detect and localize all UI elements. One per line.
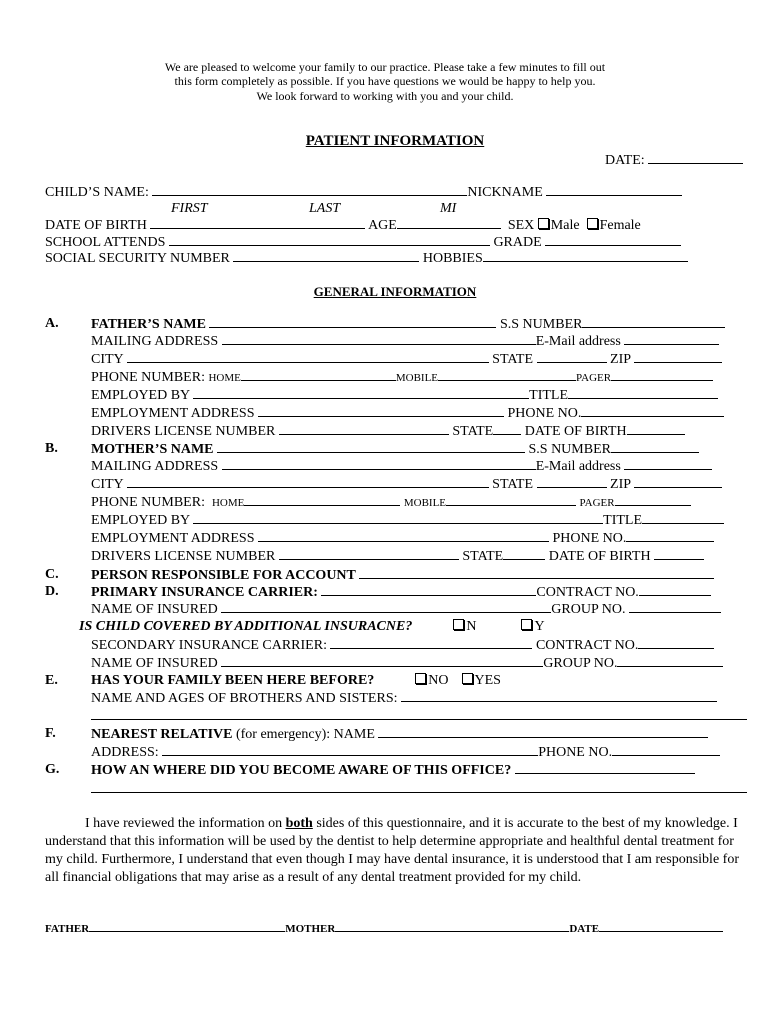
father-license-row [91, 422, 685, 440]
intro-line-1: We are pleased to welcome your family to our practice. Please take a few minutes to fill out [164, 60, 606, 74]
father-ss-field[interactable] [582, 315, 725, 328]
additional-yes-label: Y [534, 619, 545, 634]
mother-phone-label: PHONE NUMBER: [91, 495, 205, 510]
group-label: GROUP NO. [551, 602, 626, 617]
father-signature-label: FATHER [45, 923, 90, 935]
mother-email-field[interactable] [624, 457, 712, 470]
mother-pager-field[interactable] [615, 493, 691, 506]
general-information-heading: GENERAL INFORMATION [313, 284, 477, 299]
father-email-field[interactable] [624, 332, 719, 345]
statement-part2: sides of this questionnaire, and it is accurate to the best of my knowledge. I understand that this information will be used by the dentist to help determine appropriate and healthful dental treatment for my child. Furthermore, I understand that even though I may have dental insurance, it is understood that I am responsible for all financial obligations that may arise as a result of any dental treatment provided for my child. [45, 816, 739, 885]
additional-yes-checkbox[interactable] [521, 619, 532, 630]
mother-dl-label: DRIVERS LICENSE NUMBER [91, 549, 276, 564]
secondary-insurance-row [91, 636, 714, 654]
primary-insurance-row [91, 583, 711, 601]
father-employed-field[interactable] [193, 386, 529, 399]
referral-row [91, 761, 695, 779]
mother-name-label: MOTHER’S NAME [91, 442, 214, 457]
mother-zip-label: ZIP [610, 477, 631, 492]
father-city-field[interactable] [127, 350, 489, 363]
group2-field[interactable] [617, 654, 723, 667]
insured-label: NAME OF INSURED [91, 602, 218, 617]
hobbies-field[interactable] [483, 249, 688, 262]
mother-state-field[interactable] [537, 475, 607, 488]
relative-phone-label: PHONE NO. [538, 745, 613, 760]
father-employed-row [91, 386, 718, 404]
primary-insurance-label: PRIMARY INSURANCE CARRIER: [91, 585, 318, 600]
insured-row [91, 600, 721, 618]
mother-emp-addr-field[interactable] [258, 529, 549, 542]
mother-email-label: E-Mail address [535, 459, 621, 474]
mother-state-label: STATE [492, 477, 534, 492]
father-ss-label: S.S NUMBER [499, 317, 583, 332]
father-home-field[interactable] [241, 368, 396, 381]
ssn-label: SOCIAL SECURITY NUMBER [45, 251, 230, 266]
hobbies-label: HOBBIES [422, 251, 483, 266]
father-city-row [91, 350, 722, 368]
father-email-label: E-Mail address [535, 334, 621, 349]
secondary-insurance-field[interactable] [330, 636, 532, 649]
responsible-row [91, 566, 714, 584]
male-checkbox[interactable] [538, 218, 549, 229]
grade-label: GRADE [493, 235, 542, 250]
father-pager-field[interactable] [611, 368, 713, 381]
mother-mobile-label: MOBILE [403, 497, 447, 509]
statement-paragraph [45, 815, 745, 887]
dob-field[interactable] [150, 216, 365, 229]
date-label: DATE: [605, 153, 645, 168]
intro-line-3: We look forward to working with you and your child. [256, 89, 514, 103]
mother-signature-label: MOTHER [285, 923, 336, 935]
responsible-label: PERSON RESPONSIBLE FOR ACCOUNT [91, 568, 356, 583]
ssn-field[interactable] [233, 249, 419, 262]
date-field[interactable] [648, 151, 743, 164]
father-pager-label: PAGER [576, 372, 612, 384]
mother-dob-label: DATE OF BIRTH [548, 549, 651, 564]
been-here-row [91, 672, 501, 689]
mother-title-field[interactable] [642, 511, 724, 524]
relative-address-field[interactable] [162, 743, 538, 756]
first-label: FIRST [171, 201, 208, 216]
referral-label: HOW AN WHERE DID YOU BECOME AWARE OF THIS OFFICE? [91, 763, 512, 778]
referral-extra-line[interactable] [91, 792, 747, 793]
insured2-label: NAME OF INSURED [91, 656, 218, 671]
dob-row [45, 216, 641, 234]
been-here-yes-checkbox[interactable] [462, 673, 473, 684]
mother-emp-addr-label: EMPLOYMENT ADDRESS [91, 531, 255, 546]
father-phone-no-label: PHONE NO. [507, 406, 582, 421]
father-state-field[interactable] [537, 350, 607, 363]
father-name-field[interactable] [209, 315, 496, 328]
father-title-label: TITLE [529, 388, 569, 403]
father-dl-state-field[interactable] [493, 422, 521, 435]
mother-phone-no-label: PHONE NO. [552, 531, 627, 546]
father-zip-label: ZIP [610, 352, 631, 367]
mother-city-row [91, 475, 722, 493]
mother-dob-field[interactable] [654, 547, 704, 560]
signature-date-field[interactable] [599, 921, 723, 932]
father-signature-field[interactable] [89, 921, 285, 932]
father-emp-addr-label: EMPLOYMENT ADDRESS [91, 406, 255, 421]
female-label: Female [599, 218, 641, 233]
sex-label: SEX [507, 218, 535, 233]
father-name-label: FATHER’S NAME [91, 317, 206, 332]
statement-both: both [285, 816, 313, 831]
father-phone-row [91, 368, 713, 387]
intro-line-2: this form completely as possible. If you have questions we would be happy to help you. [174, 74, 596, 88]
signature-row [45, 921, 723, 935]
section-d-letter: D. [45, 584, 59, 599]
insured2-field[interactable] [221, 654, 543, 667]
mother-name-field[interactable] [217, 440, 525, 453]
mother-title-label: TITLE [603, 513, 643, 528]
father-dob-field[interactable] [627, 422, 685, 435]
father-home-label: HOME [208, 372, 241, 384]
father-city-label: CITY [91, 352, 124, 367]
father-mobile-field[interactable] [438, 368, 576, 381]
last-label: LAST [309, 201, 341, 216]
ssn-row [45, 249, 688, 267]
age-field[interactable] [397, 216, 501, 229]
mother-city-label: CITY [91, 477, 124, 492]
insured-field[interactable] [221, 600, 551, 613]
relative-address-label: ADDRESS: [91, 745, 159, 760]
female-checkbox[interactable] [587, 218, 598, 229]
section-e-letter: E. [45, 673, 58, 688]
section-a-letter: A. [45, 316, 59, 331]
emergency-name-label: (for emergency): NAME [235, 727, 375, 742]
been-here-no-label: NO [428, 673, 449, 688]
father-zip-field[interactable] [634, 350, 722, 363]
contract-label: CONTRACT NO. [536, 585, 639, 600]
father-name-row [91, 315, 725, 333]
mother-dl-state-label: STATE [462, 549, 504, 564]
section-c-letter: C. [45, 567, 59, 582]
school-label: SCHOOL ATTENDS [45, 235, 166, 250]
contract2-label: CONTRACT NO. [535, 638, 639, 653]
mother-license-row [91, 547, 704, 565]
child-name-field[interactable] [152, 183, 467, 196]
mother-signature-field[interactable] [335, 921, 569, 932]
secondary-insurance-label: SECONDARY INSURANCE CARRIER: [91, 638, 327, 653]
nickname-label: NICKNAME [467, 185, 543, 200]
grade-field[interactable] [545, 233, 681, 246]
primary-insurance-field[interactable] [321, 583, 536, 596]
father-title-field[interactable] [568, 386, 718, 399]
mother-home-field[interactable] [244, 493, 400, 506]
patient-information-title: PATIENT INFORMATION [305, 133, 485, 149]
additional-no-checkbox[interactable] [453, 619, 464, 630]
siblings-field[interactable] [401, 689, 717, 702]
group2-label: GROUP NO. [543, 656, 618, 671]
mother-city-field[interactable] [127, 475, 489, 488]
siblings-extra-line[interactable] [91, 719, 747, 720]
nickname-field[interactable] [546, 183, 682, 196]
mother-dl-state-field[interactable] [503, 547, 545, 560]
mother-mobile-field[interactable] [446, 493, 576, 506]
father-employed-label: EMPLOYED BY [91, 388, 190, 403]
father-dl-state-label: STATE [452, 424, 494, 439]
mother-mailing-label: MAILING ADDRESS [91, 459, 219, 474]
mother-phone-no-field[interactable] [626, 529, 714, 542]
school-field[interactable] [169, 233, 490, 246]
emergency-name-field[interactable] [378, 725, 708, 738]
father-phone-no-field[interactable] [581, 404, 724, 417]
male-label: Male [550, 218, 580, 233]
father-mailing-field[interactable] [222, 332, 536, 345]
contract-field[interactable] [639, 583, 711, 596]
siblings-row [91, 689, 717, 707]
father-dl-field[interactable] [279, 422, 449, 435]
age-label: AGE [368, 218, 397, 233]
mother-ss-label: S.S NUMBER [528, 442, 611, 457]
father-emp-addr-field[interactable] [258, 404, 504, 417]
dob-label: DATE OF BIRTH [45, 218, 147, 233]
additional-insurance-label: IS CHILD COVERED BY ADDITIONAL INSURACNE? [79, 619, 413, 634]
father-mailing-row [91, 332, 719, 350]
section-b-letter: B. [45, 441, 58, 456]
mother-home-label: HOME [211, 497, 245, 509]
additional-no-label: N [466, 619, 477, 634]
relative-address-row [91, 743, 720, 761]
father-employment-address-row [91, 404, 724, 422]
father-mailing-label: MAILING ADDRESS [91, 334, 219, 349]
mother-zip-field[interactable] [634, 475, 722, 488]
nearest-relative-row [91, 725, 708, 743]
father-state-label: STATE [492, 352, 534, 367]
father-dob-label: DATE OF BIRTH [524, 424, 627, 439]
child-name-label: CHILD’S NAME: [45, 185, 149, 200]
relative-phone-field[interactable] [612, 743, 720, 756]
signature-date-label: DATE [569, 923, 600, 935]
responsible-field[interactable] [359, 566, 714, 579]
mi-label: MI [440, 201, 457, 216]
siblings-label: NAME AND AGES OF BROTHERS AND SISTERS: [91, 691, 398, 706]
referral-field[interactable] [515, 761, 695, 774]
date-row [605, 151, 743, 169]
mother-name-row [91, 440, 699, 458]
statement-part1: I have reviewed the information on [85, 816, 283, 831]
mother-phone-row [91, 493, 691, 512]
insured2-row [91, 654, 723, 672]
mother-mailing-row [91, 457, 712, 475]
group-field[interactable] [629, 600, 721, 613]
nearest-relative-label: NEAREST RELATIVE [91, 727, 233, 742]
mother-employment-address-row [91, 529, 714, 547]
mother-employed-row [91, 511, 724, 529]
section-g-letter: G. [45, 762, 60, 777]
additional-insurance-row [79, 618, 545, 635]
father-mobile-label: MOBILE [395, 372, 439, 384]
mother-dl-field[interactable] [279, 547, 459, 560]
father-phone-label: PHONE NUMBER: [91, 370, 205, 385]
child-name-row [45, 183, 682, 201]
mother-mailing-field[interactable] [222, 457, 536, 470]
been-here-label: HAS YOUR FAMILY BEEN HERE BEFORE? [91, 673, 375, 688]
father-dl-label: DRIVERS LICENSE NUMBER [91, 424, 276, 439]
been-here-no-checkbox[interactable] [415, 673, 426, 684]
mother-ss-field[interactable] [611, 440, 699, 453]
been-here-yes-label: YES [474, 673, 501, 688]
section-f-letter: F. [45, 726, 56, 741]
contract2-field[interactable] [638, 636, 714, 649]
mother-employed-field[interactable] [193, 511, 603, 524]
mother-pager-label: PAGER [579, 497, 615, 509]
mother-employed-label: EMPLOYED BY [91, 513, 190, 528]
